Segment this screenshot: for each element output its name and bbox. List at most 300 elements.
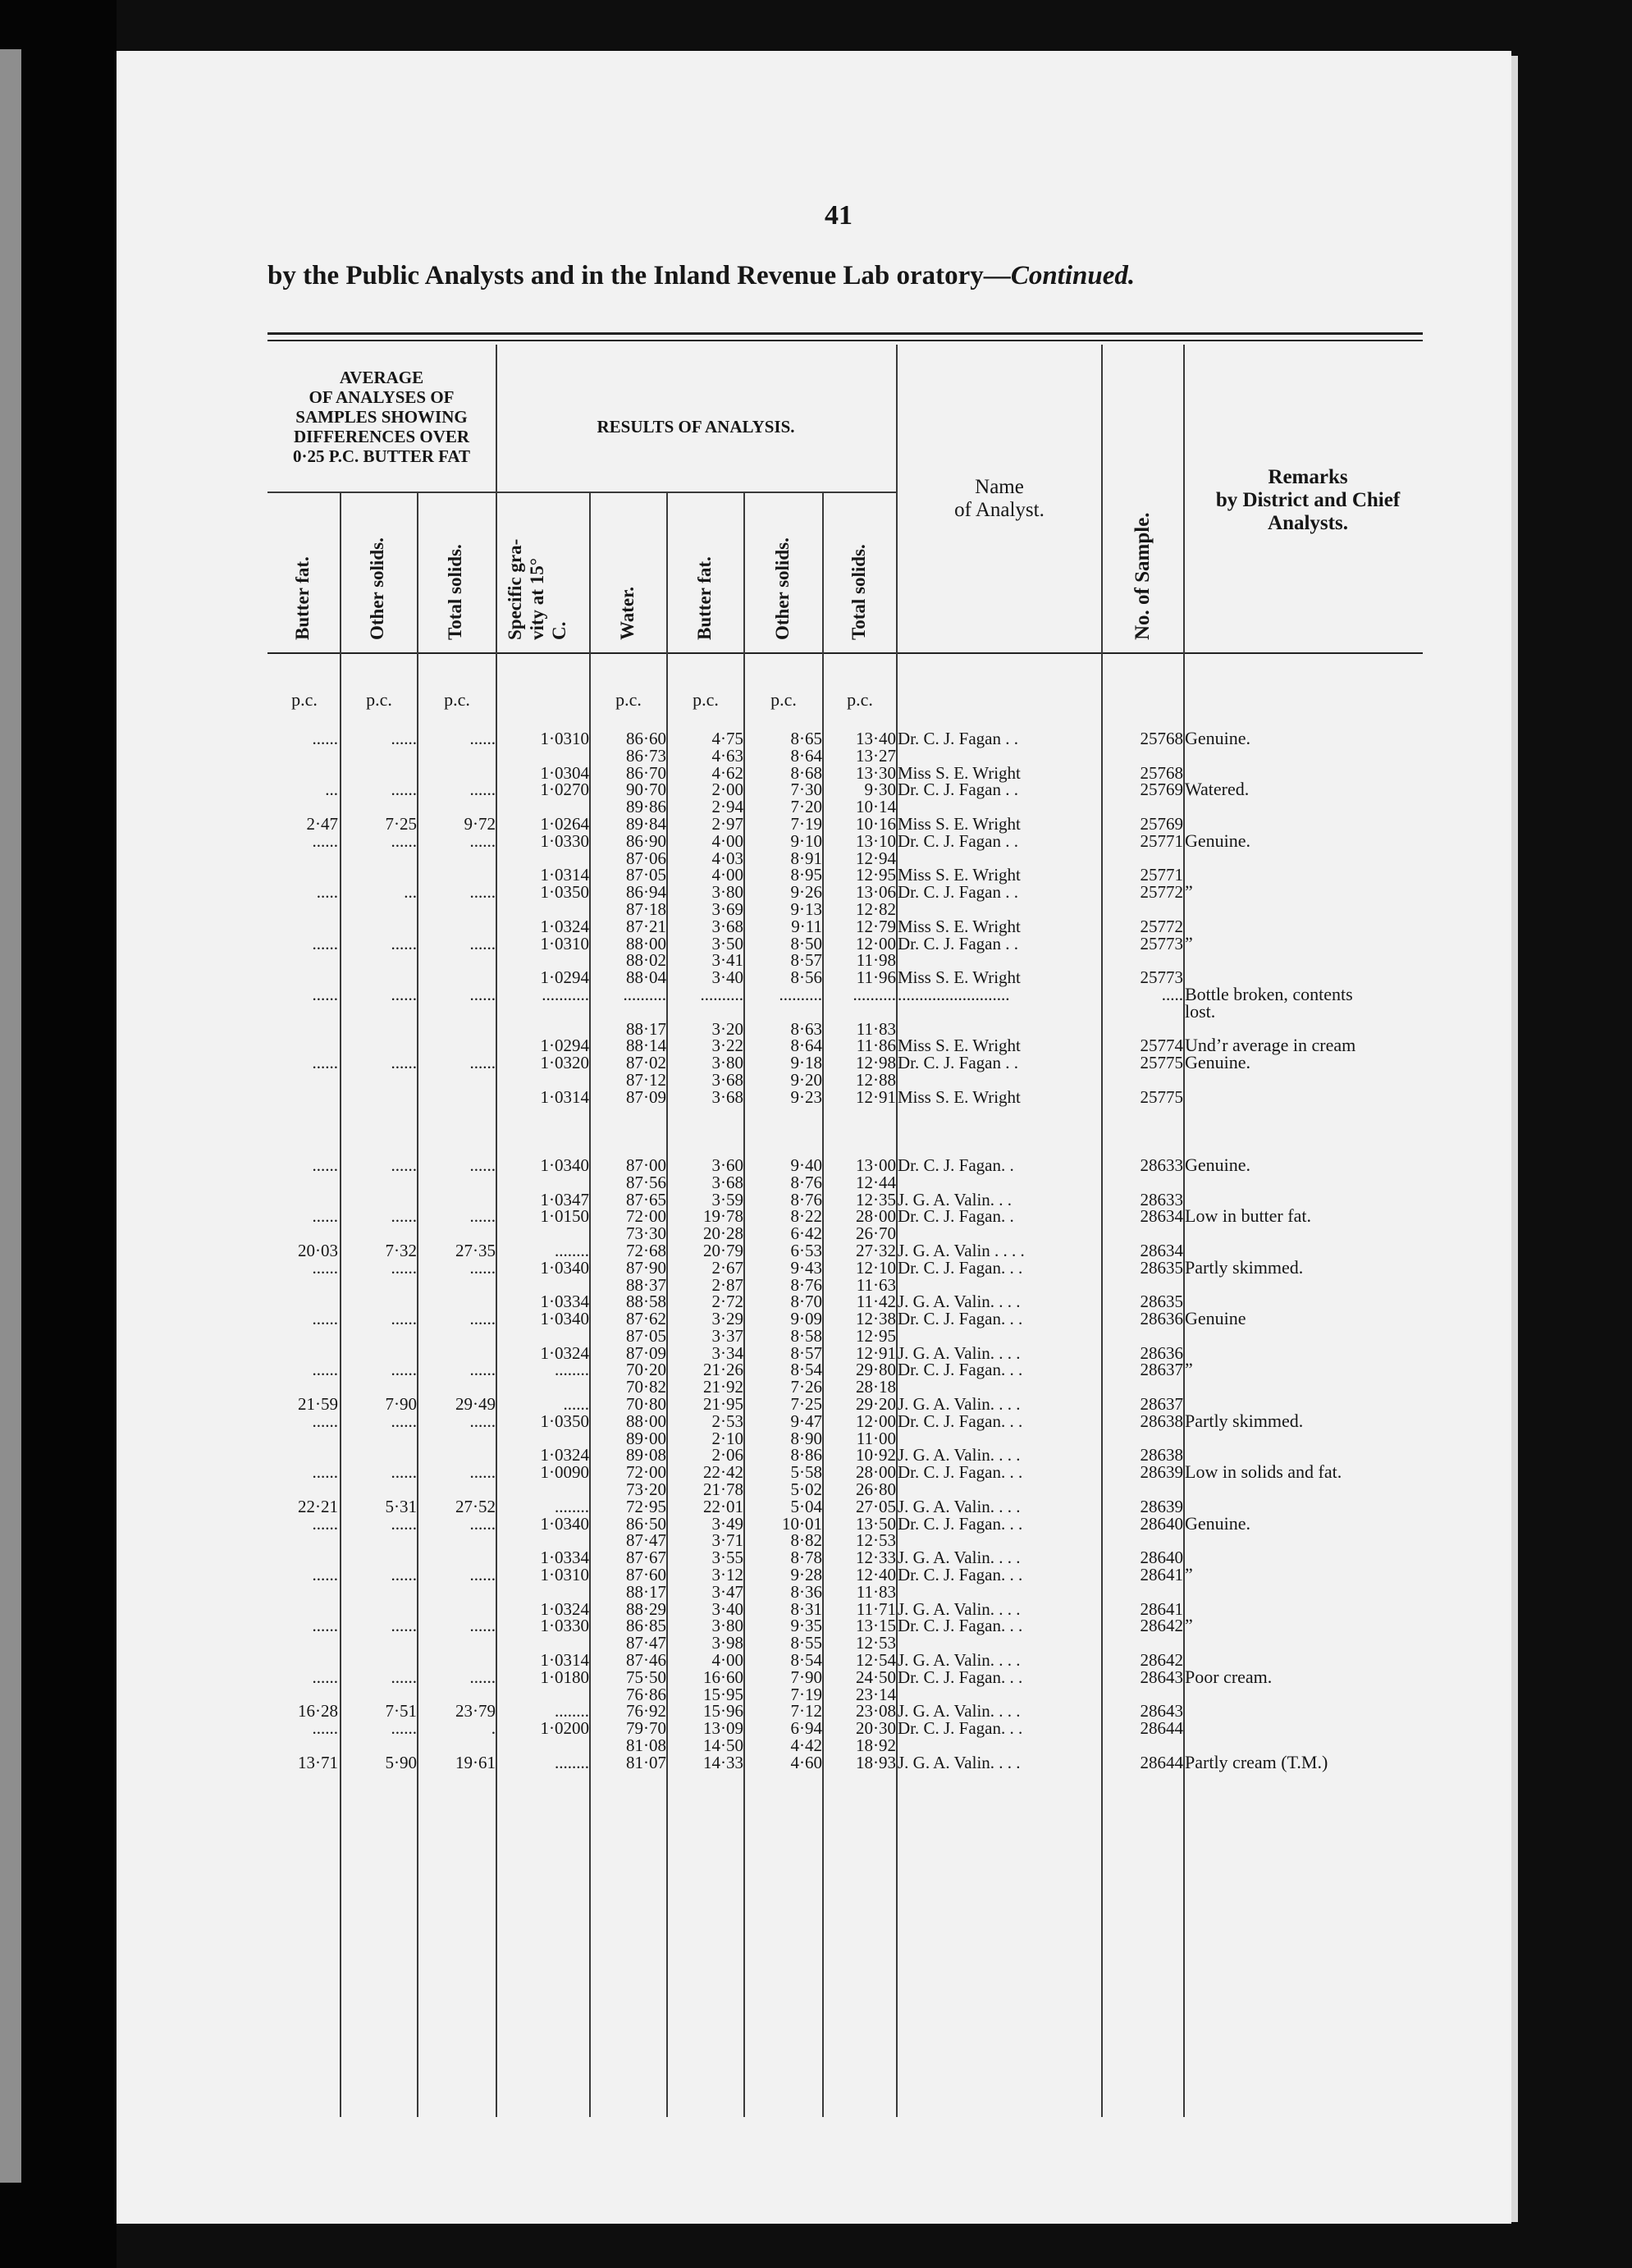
avg-total-solids-cell: ......: [469, 933, 496, 953]
other-solids-cell: 9·43: [790, 1257, 822, 1278]
table-row: [0, 983, 1632, 1004]
analyst-cell: Dr. C. J. Fagan. . .: [898, 1411, 1023, 1431]
analyst-cell: Miss S. E. Wright: [898, 967, 1021, 988]
water-cell: 76·92: [626, 1701, 666, 1722]
specific-gravity-cell: ...........: [542, 984, 589, 1004]
table-row: [0, 1054, 1632, 1072]
table-row: [0, 1549, 1632, 1566]
avg-butter-fat-cell: ......: [312, 1667, 338, 1687]
table-row: [0, 1461, 1632, 1483]
avg-other-solids-cell: ......: [391, 780, 417, 800]
total-solids-cell: 29·20: [856, 1394, 896, 1415]
remarks-cell: Genuine.: [1185, 1512, 1251, 1534]
water-cell: 89·08: [626, 1445, 666, 1466]
water-cell: 70·80: [626, 1394, 666, 1415]
other-solids-cell: 8·70: [790, 1292, 822, 1312]
analyst-cell: Dr. C. J. Fagan . .: [898, 882, 1018, 903]
water-cell: 88·58: [626, 1292, 666, 1312]
avg-other-solids-cell: ......: [391, 830, 417, 851]
group-subrule-avg: [267, 492, 496, 493]
sample-no-cell: 25771: [1140, 830, 1183, 851]
avg-butter-fat-cell: 2·47: [306, 813, 338, 834]
other-solids-cell: 8·57: [790, 1342, 822, 1363]
analyst-cell: Miss S. E. Wright: [898, 762, 1021, 783]
analyst-cell: Miss S. E. Wright: [898, 1086, 1021, 1107]
avg-other-solids-cell: 7·25: [385, 813, 417, 834]
avg-butter-fat-cell: ......: [312, 1718, 338, 1739]
header-rule: [267, 652, 1423, 654]
sample-no-cell: 28639: [1140, 1496, 1183, 1516]
table-row: [0, 1703, 1632, 1720]
avg-other-solids-cell: ...: [404, 882, 417, 903]
analyst-cell: Dr. C. J. Fagan. . .: [898, 1718, 1023, 1739]
butter-fat-cell: 4·75: [711, 729, 743, 748]
specific-gravity-cell: 1·0320: [540, 1053, 589, 1073]
butter-fat-cell: 3·71: [711, 1530, 743, 1551]
table-row: [0, 1751, 1632, 1772]
specific-gravity-cell: 1·0324: [540, 1445, 589, 1466]
table-row: [0, 1379, 1632, 1396]
water-cell: 87·09: [626, 1086, 666, 1107]
avg-total-solids-cell: 29·49: [455, 1394, 496, 1415]
avg-butter-fat-cell: ......: [312, 1411, 338, 1431]
top-rule: [267, 332, 1423, 335]
butter-fat-cell: 3·68: [711, 1086, 743, 1107]
unit-bf: p.c.: [693, 689, 719, 710]
specific-gravity-cell: 1·0314: [540, 1650, 589, 1671]
avg-other-solids-cell: ......: [391, 1667, 417, 1687]
other-solids-cell: 9·10: [790, 830, 822, 851]
butter-fat-cell: 4·03: [711, 848, 743, 868]
sample-no-cell: 28636: [1140, 1309, 1183, 1329]
sample-no-cell: 25768: [1140, 762, 1183, 783]
butter-fat-cell: 4·00: [711, 830, 743, 851]
specific-gravity-cell: 1·0334: [540, 1548, 589, 1568]
page-number: 41: [825, 200, 853, 231]
butter-fat-cell: 20·79: [703, 1240, 743, 1260]
total-solids-cell: 27·05: [856, 1496, 896, 1516]
specific-gravity-cell: 1·0324: [540, 1598, 589, 1619]
avg-other-solids-cell: ......: [391, 1155, 417, 1175]
sample-no-cell: 25772: [1140, 916, 1183, 936]
avg-other-solids-cell: 7·51: [385, 1701, 417, 1722]
avg-butter-fat-cell: ...: [325, 780, 338, 800]
avg-total-solids-cell: ......: [469, 1309, 496, 1329]
sample-no-cell: 28637: [1140, 1360, 1183, 1380]
avg-total-solids-cell: ......: [469, 729, 496, 748]
sample-no-cell: 28633: [1140, 1189, 1183, 1209]
total-solids-cell: 13·30: [856, 762, 896, 783]
water-cell: 87·05: [626, 865, 666, 885]
sample-no-cell: 25773: [1140, 933, 1183, 953]
table-row: [0, 1205, 1632, 1227]
total-solids-cell: 12·53: [856, 1633, 896, 1653]
table-row: [0, 1737, 1632, 1754]
table-row: [0, 1512, 1632, 1534]
other-solids-cell: 8·95: [790, 865, 822, 885]
avg-other-solids-cell: ......: [391, 984, 417, 1004]
analyst-cell: Dr. C. J. Fagan. . .: [898, 1309, 1023, 1329]
other-solids-cell: 8·63: [790, 1018, 822, 1039]
total-solids-cell: 12·95: [856, 1325, 896, 1346]
analyst-cell: J. G. A. Valin. . . .: [898, 1496, 1021, 1516]
water-cell: 73·20: [626, 1479, 666, 1500]
remarks-cell: Und’r average in cream: [1185, 1035, 1356, 1056]
analyst-cell: Miss S. E. Wright: [898, 916, 1021, 936]
avg-total-solids-cell: ......: [469, 1360, 496, 1380]
avg-total-solids-cell: ......: [469, 1257, 496, 1278]
unit-water: p.c.: [615, 689, 642, 710]
avg-other-solids-cell: ......: [391, 1411, 417, 1431]
unit-avg-bf: p.c.: [291, 689, 318, 710]
water-cell: 88·14: [626, 1036, 666, 1056]
sample-no-cell: 25774: [1140, 1036, 1183, 1056]
other-solids-cell: 8·76: [790, 1172, 822, 1192]
water-cell: 87·05: [626, 1325, 666, 1346]
table-row: [0, 1242, 1632, 1260]
other-solids-cell: 10·01: [782, 1513, 822, 1534]
butter-fat-cell: 15·95: [703, 1684, 743, 1704]
total-solids-cell: 26·70: [856, 1223, 896, 1244]
butter-fat-cell: 19·78: [703, 1206, 743, 1227]
avg-other-solids-cell: ......: [391, 1718, 417, 1739]
butter-fat-cell: 2·10: [711, 1428, 743, 1448]
specific-gravity-cell: ........: [555, 1752, 589, 1772]
total-solids-cell: 12·91: [856, 1086, 896, 1107]
total-solids-cell: 11·83: [856, 1018, 896, 1039]
specific-gravity-cell: 1·0350: [540, 882, 589, 903]
remarks-cell: Watered.: [1185, 779, 1250, 800]
sample-no-cell: 28641: [1140, 1565, 1183, 1585]
water-cell: 89·00: [626, 1428, 666, 1448]
table-row: [0, 1720, 1632, 1737]
total-solids-cell: 10·14: [856, 797, 896, 817]
sample-no-cell: 28634: [1140, 1240, 1183, 1260]
heading-text: by the Public Analysts and in the Inland Revenue Lab oratory—: [267, 261, 1011, 290]
table-row: [0, 1225, 1632, 1242]
other-solids-cell: 7·19: [790, 1684, 822, 1704]
butter-fat-cell: 3·68: [711, 1172, 743, 1192]
unit-ts: p.c.: [847, 689, 873, 710]
specific-gravity-cell: 1·0324: [540, 1342, 589, 1363]
other-solids-cell: 4·42: [790, 1735, 822, 1756]
water-cell: 87·65: [626, 1189, 666, 1209]
table-row: [0, 1396, 1632, 1413]
butter-fat-cell: 3·80: [711, 1053, 743, 1073]
remarks-cell: Partly skimmed.: [1185, 1256, 1304, 1278]
sample-no-cell: 28634: [1140, 1206, 1183, 1227]
total-solids-cell: 13·40: [856, 729, 896, 748]
remarks-cell: Genuine.: [1185, 1052, 1251, 1073]
table-row: [0, 881, 1632, 903]
avg-total-solids-cell: ......: [469, 830, 496, 851]
table-row: [0, 1447, 1632, 1464]
sample-no-cell: 28640: [1140, 1548, 1183, 1568]
specific-gravity-cell: 1·0264: [540, 813, 589, 834]
butter-fat-cell: 3·80: [711, 882, 743, 903]
total-solids-cell: 13·10: [856, 830, 896, 851]
table-row: [0, 1086, 1632, 1107]
butter-fat-cell: 2·67: [711, 1257, 743, 1278]
water-cell: 72·68: [626, 1240, 666, 1260]
butter-fat-cell: 3·50: [711, 933, 743, 953]
water-cell: 87·47: [626, 1530, 666, 1551]
total-solids-cell: 23·08: [856, 1701, 896, 1722]
specific-gravity-cell: ......: [563, 1394, 589, 1415]
avg-total-solids-cell: .: [491, 1718, 496, 1739]
water-cell: 72·00: [626, 1462, 666, 1483]
specific-gravity-cell: ........: [555, 1360, 589, 1380]
water-cell: ..........: [623, 984, 666, 1004]
table-row: [0, 1686, 1632, 1703]
other-solids-cell: 8·22: [790, 1206, 822, 1227]
specific-gravity-cell: 1·0340: [540, 1309, 589, 1329]
avg-butter-fat-cell: 13·71: [298, 1752, 338, 1772]
total-solids-cell: 11·86: [856, 1036, 896, 1056]
analyst-cell: Dr. C. J. Fagan. . .: [898, 1462, 1023, 1483]
avg-butter-fat-cell: 16·28: [298, 1701, 338, 1722]
specific-gravity-cell: 1·0270: [540, 780, 589, 800]
avg-butter-fat-cell: ......: [312, 1206, 338, 1227]
other-solids-cell: 7·25: [790, 1394, 822, 1415]
total-solids-cell: 12·33: [856, 1548, 896, 1568]
other-solids-cell: 8·54: [790, 1360, 822, 1380]
top-rule-thin: [267, 340, 1423, 341]
butter-fat-cell: 22·42: [703, 1462, 743, 1483]
water-cell: 89·84: [626, 813, 666, 834]
sample-no-cell: 25768: [1140, 729, 1183, 748]
table-row: [0, 1069, 1632, 1090]
butter-fat-cell: 3·40: [711, 967, 743, 988]
table-row: [0, 1106, 1632, 1123]
butter-fat-header: Butter fat.: [694, 556, 715, 640]
water-cell: 86·90: [626, 830, 666, 851]
butter-fat-cell: 14·33: [703, 1752, 743, 1772]
table-row: [0, 1018, 1632, 1039]
sample-no-cell: 25775: [1140, 1086, 1183, 1107]
other-solids-cell: 8·78: [790, 1548, 822, 1568]
avg-total-solids-cell: 19·61: [455, 1752, 496, 1772]
butter-fat-cell: 2·06: [711, 1445, 743, 1466]
specific-gravity-cell: 1·0314: [540, 865, 589, 885]
table-row: [0, 1430, 1632, 1447]
butter-fat-cell: 3·37: [711, 1325, 743, 1346]
sample-no-cell: 28635: [1140, 1257, 1183, 1278]
total-solids-cell: 18·93: [856, 1752, 896, 1772]
butter-fat-cell: 3·47: [711, 1581, 743, 1602]
table-row: [0, 1256, 1632, 1278]
table-row: [0, 730, 1632, 748]
butter-fat-cell: 3·60: [711, 1155, 743, 1175]
total-solids-cell: 12·44: [856, 1172, 896, 1192]
avg-butter-fat-cell: .....: [316, 882, 338, 903]
total-solids-header: Total solids.: [848, 544, 869, 640]
table-row: [0, 850, 1632, 867]
unit-avg-os: p.c.: [366, 689, 392, 710]
avg-other-solids-cell: 7·32: [385, 1240, 417, 1260]
sample-no-cell: 25769: [1140, 780, 1183, 800]
analyst-cell: Dr. C. J. Fagan. . .: [898, 1565, 1023, 1585]
other-solids-cell: 8·54: [790, 1650, 822, 1671]
total-solids-cell: 12·00: [856, 933, 896, 953]
specific-gravity-cell: 1·0330: [540, 1616, 589, 1636]
avg-butter-fat-cell: ......: [312, 1513, 338, 1534]
sample-no-cell: 25771: [1140, 865, 1183, 885]
butter-fat-cell: 21·26: [703, 1360, 743, 1380]
total-solids-cell: ..........: [853, 984, 896, 1004]
specific-gravity-cell: 1·0304: [540, 762, 589, 783]
sample-no-cell: 28644: [1140, 1718, 1183, 1739]
other-solids-cell: 7·30: [790, 780, 822, 800]
other-solids-cell: 8·55: [790, 1633, 822, 1653]
avg-other-solids-cell: ......: [391, 1565, 417, 1585]
total-solids-cell: 12·54: [856, 1650, 896, 1671]
butter-fat-cell: 3·40: [711, 1598, 743, 1619]
specific-gravity-cell: 1·0330: [540, 830, 589, 851]
specific-gravity-cell: ........: [555, 1240, 589, 1260]
sample-no-cell: 28644: [1140, 1752, 1183, 1772]
other-solids-cell: 9·47: [790, 1411, 822, 1431]
water-cell: 86·50: [626, 1513, 666, 1534]
total-solids-cell: 12·91: [856, 1342, 896, 1363]
water-cell: 89·86: [626, 797, 666, 817]
table-row: [0, 1581, 1632, 1602]
other-solids-cell: 9·20: [790, 1069, 822, 1090]
unit-avg-ts: p.c.: [444, 689, 470, 710]
total-solids-cell: 20·30: [856, 1718, 896, 1739]
other-solids-cell: 8·58: [790, 1325, 822, 1346]
butter-fat-cell: 15·96: [703, 1701, 743, 1722]
total-solids-cell: 12·79: [856, 916, 896, 936]
butter-fat-cell: 2·97: [711, 813, 743, 834]
total-solids-cell: 10·92: [856, 1445, 896, 1466]
avg-other-solids-cell: 7·90: [385, 1394, 417, 1415]
avg-other-solids-cell: ......: [391, 1309, 417, 1329]
other-solids-cell: 8·36: [790, 1581, 822, 1602]
total-solids-cell: 11·63: [856, 1274, 896, 1295]
avg-other-solids-cell: ......: [391, 1462, 417, 1483]
table-row: [0, 952, 1632, 969]
avg-total-solids-cell: 9·72: [464, 813, 496, 834]
table-row: [0, 901, 1632, 918]
specific-gravity-cell: 1·0334: [540, 1292, 589, 1312]
other-solids-cell: 9·11: [791, 916, 822, 936]
water-cell: 88·04: [626, 967, 666, 988]
total-solids-cell: 12·94: [856, 848, 896, 868]
heading-continued: Continued.: [1010, 261, 1136, 290]
sample-no-cell: 25772: [1140, 882, 1183, 903]
analyst-cell: Dr. C. J. Fagan . .: [898, 933, 1018, 953]
water-cell: 72·95: [626, 1496, 666, 1516]
table-row: [0, 1174, 1632, 1191]
total-solids-cell: 28·00: [856, 1206, 896, 1227]
sample-no-cell: 28643: [1140, 1667, 1183, 1687]
total-solids-cell: 12·38: [856, 1309, 896, 1329]
total-solids-cell: 13·06: [856, 882, 896, 903]
avg-butter-fat-cell: ......: [312, 1360, 338, 1380]
butter-fat-cell: 3·41: [711, 950, 743, 971]
average-group-header: AVERAGE OF ANALYSES OF SAMPLES SHOWING DIFFERENCES OVER 0·25 P.C. BUTTER FAT: [292, 368, 471, 466]
analyst-cell: Dr. C. J. Fagan. . .: [898, 1257, 1023, 1278]
remarks-cell: Genuine.: [1185, 1154, 1251, 1175]
total-solids-cell: 28·00: [856, 1462, 896, 1483]
remarks-cell: ”: [1185, 1615, 1193, 1636]
water-cell: 88·17: [626, 1581, 666, 1602]
total-solids-cell: 18·92: [856, 1735, 896, 1756]
sample-no-cell: 28643: [1140, 1701, 1183, 1722]
water-cell: 86·85: [626, 1616, 666, 1636]
water-cell: 90·70: [626, 780, 666, 800]
other-solids-cell: 9·40: [790, 1155, 822, 1175]
total-solids-cell: 24·50: [856, 1667, 896, 1687]
avg-other-solids-cell: 5·90: [385, 1752, 417, 1772]
butter-fat-cell: 21·78: [703, 1479, 743, 1500]
avg-butter-fat-cell: ......: [312, 1155, 338, 1175]
other-solids-cell: 7·12: [790, 1701, 822, 1722]
specific-gravity-cell: 1·0200: [540, 1718, 589, 1739]
analyst-cell: J. G. A. Valin. . . .: [898, 1445, 1021, 1466]
total-solids-cell: 12·98: [856, 1053, 896, 1073]
analyst-cell: J. G. A. Valin. . . .: [898, 1752, 1021, 1772]
other-solids-cell: 5·04: [790, 1496, 822, 1516]
butter-fat-cell: 16·60: [703, 1667, 743, 1687]
butter-fat-cell: 2·87: [711, 1274, 743, 1295]
table-row: [0, 1635, 1632, 1652]
butter-fat-cell: 3·49: [711, 1513, 743, 1534]
butter-fat-cell: 14·50: [703, 1735, 743, 1756]
avg-total-solids-cell: ......: [469, 1513, 496, 1534]
avg-butter-fat-cell: ......: [312, 1309, 338, 1329]
water-cell: 87·90: [626, 1257, 666, 1278]
total-solids-cell: 13·50: [856, 1513, 896, 1534]
butter-fat-cell: 2·94: [711, 797, 743, 817]
butter-fat-cell: 3·55: [711, 1548, 743, 1568]
table-row: [0, 1566, 1632, 1584]
sample-no-cell: 28636: [1140, 1342, 1183, 1363]
table-row: [0, 1532, 1632, 1549]
avg-total-solids-cell: ......: [469, 1155, 496, 1175]
other-solids-cell: 8·82: [790, 1530, 822, 1551]
butter-fat-cell: 4·63: [711, 745, 743, 766]
other-solids-cell: 4·60: [790, 1752, 822, 1772]
water-cell: 87·02: [626, 1053, 666, 1073]
total-solids-cell: 11·98: [856, 950, 896, 971]
butter-fat-cell: 2·00: [711, 780, 743, 800]
water-cell: 86·73: [626, 745, 666, 766]
results-group-header: RESULTS OF ANALYSIS.: [597, 417, 795, 437]
table-row: [0, 813, 1632, 834]
table-row: [0, 1293, 1632, 1310]
water-cell: 88·37: [626, 1274, 666, 1295]
specific-gravity-cell: 1·0324: [540, 916, 589, 936]
remarks-cell: Poor cream.: [1185, 1666, 1273, 1687]
page-heading: [267, 261, 1135, 291]
analyst-cell: Dr. C. J. Fagan. .: [898, 1155, 1014, 1175]
analyst-cell: Miss S. E. Wright: [898, 1036, 1021, 1056]
other-solids-cell: 8·56: [790, 967, 822, 988]
butter-fat-cell: 3·20: [711, 1018, 743, 1039]
other-solids-cell: 8·64: [790, 1036, 822, 1056]
other-solids-cell: 8·90: [790, 1428, 822, 1448]
analyst-cell: J. G. A. Valin . . . .: [898, 1240, 1025, 1260]
butter-fat-cell: 4·00: [711, 865, 743, 885]
avg-other-solids-cell: ......: [391, 1206, 417, 1227]
water-cell: 87·09: [626, 1342, 666, 1363]
avg-butter-fat-cell: ......: [312, 729, 338, 748]
avg-total-solids-cell: ......: [469, 882, 496, 903]
specific-gravity-cell: 1·0150: [540, 1206, 589, 1227]
avg-total-solids-cell: 27·35: [455, 1240, 496, 1260]
